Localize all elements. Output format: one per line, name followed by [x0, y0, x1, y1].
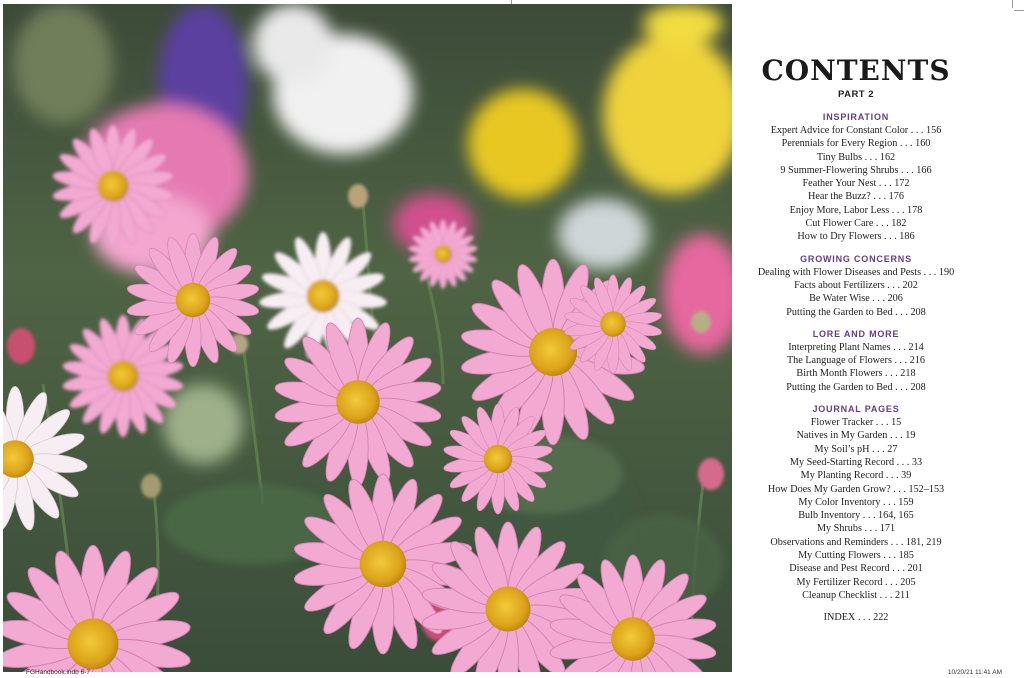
- toc-entry: Bulb Inventory . . . 164, 165: [798, 510, 914, 522]
- print-slug-timestamp: 10/20/21 11:41 AM: [947, 669, 1002, 676]
- toc-entry: Observations and Reminders . . . 181, 219: [770, 536, 942, 548]
- section-heading: JOURNAL PAGES: [812, 404, 900, 415]
- toc-entry: My Shrubs . . . 171: [816, 523, 896, 535]
- toc-entry: The Language of Flowers . . . 216: [786, 355, 926, 367]
- toc-entry: Feather Your Nest . . . 172: [802, 178, 910, 190]
- toc-entry: My Seed-Starting Record . . . 33: [789, 456, 923, 468]
- table-of-contents: [740, 54, 972, 624]
- toc-entry: My Soil’s pH . . . 27: [814, 443, 898, 455]
- index-entry: INDEX . . . 222: [823, 612, 889, 624]
- toc-entry: Disease and Pest Record . . . 201: [789, 563, 923, 575]
- part-label: PART 2: [837, 89, 875, 100]
- toc-entry: Interpreting Plant Names . . . 214: [788, 341, 924, 353]
- toc-entry: How to Dry Flowers . . . 186: [797, 231, 915, 243]
- crop-mark-right: [1014, 10, 1024, 11]
- toc-section-lore-and-more: [740, 328, 972, 394]
- toc-entry: My Planting Record . . . 39: [800, 470, 912, 482]
- toc-entry: Cut Flower Care . . . 182: [805, 218, 907, 230]
- toc-entry: Cleanup Checklist . . . 211: [802, 589, 910, 601]
- toc-entry: Perennials for Every Region . . . 160: [781, 138, 931, 150]
- toc-entry: Dealing with Flower Diseases and Pests . . . 190: [757, 266, 955, 278]
- toc-entry: How Does My Garden Grow? . . . 152–153: [767, 483, 945, 495]
- toc-entry: My Cutting Flowers . . . 185: [798, 550, 914, 562]
- toc-entry: 9 Summer-Flowering Shrubs . . . 166: [780, 164, 932, 176]
- toc-section-journal-pages: [740, 403, 972, 602]
- toc-entry: Putting the Garden to Bed . . . 208: [786, 381, 926, 393]
- toc-entry: Putting the Garden to Bed . . . 208: [786, 306, 926, 318]
- flower-photo: [3, 4, 732, 672]
- toc-entry: Facts about Fertilizers . . . 202: [794, 279, 918, 291]
- toc-entry: Birth Month Flowers . . . 218: [796, 368, 916, 380]
- toc-entry: Enjoy More, Labor Less . . . 178: [789, 204, 923, 216]
- toc-entry: Hear the Buzz? . . . 176: [808, 191, 904, 203]
- toc-section-inspiration: [740, 111, 972, 244]
- section-heading: INSPIRATION: [822, 112, 890, 122]
- toc-section-growing-concerns: [740, 253, 972, 319]
- toc-entry: My Fertilizer Record . . . 205: [796, 576, 916, 588]
- section-heading: LORE AND MORE: [812, 328, 900, 339]
- print-slug-filename: FGHandbook.indb 6-7: [26, 669, 90, 676]
- section-heading: GROWING CONCERNS: [800, 253, 912, 264]
- toc-entry: Tiny Bulbs . . . 162: [816, 151, 896, 163]
- toc-entry: Expert Advice for Constant Color . . . 156: [770, 125, 942, 136]
- page-title: CONTENTS: [761, 54, 951, 87]
- toc-entry: My Color Inventory . . . 159: [798, 496, 914, 508]
- toc-entry: Flower Tracker . . . 15: [810, 417, 902, 429]
- toc-entry: Natives in My Garden . . . 19: [796, 430, 916, 442]
- crop-mark-top-right: [1012, 0, 1013, 8]
- toc-entry: Be Water Wise . . . 206: [809, 293, 903, 305]
